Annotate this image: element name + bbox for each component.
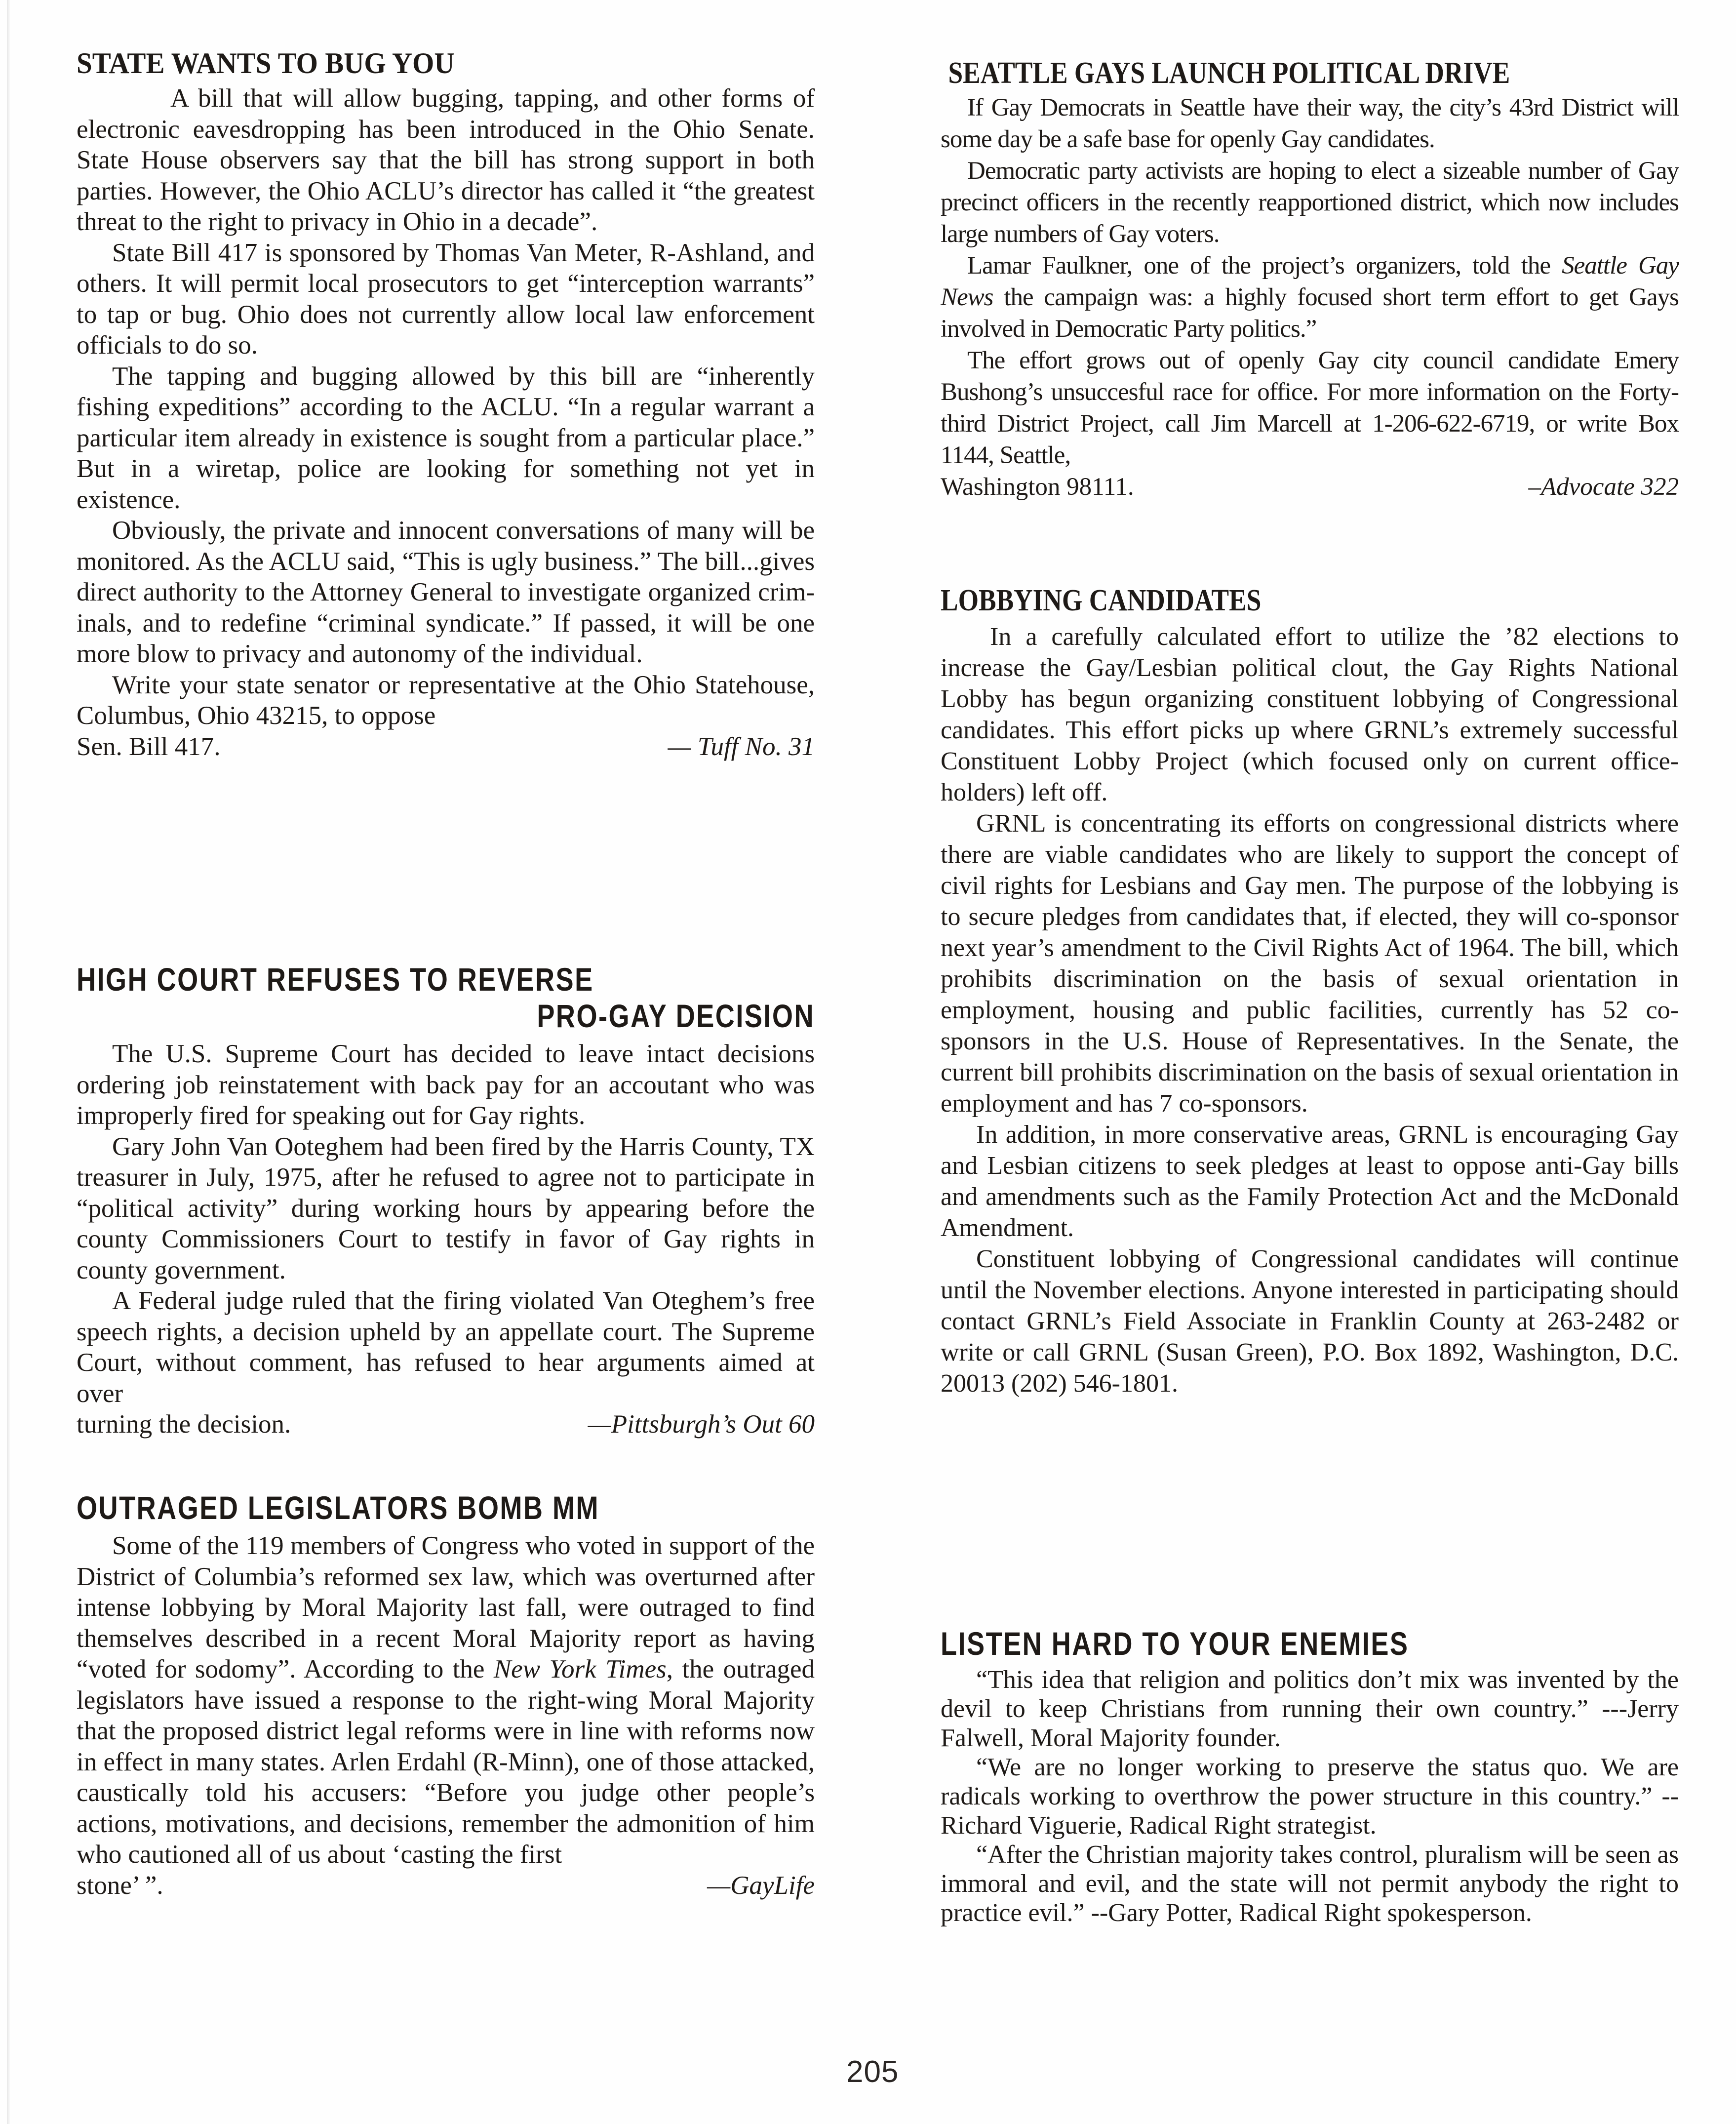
paragraph: In a carefully calculated effort to utilize the ’82 elections to increase the Gay/Lesbian political clout, the Gay Rights National Lobby has begun organizing constituent lobbying of Congressional candidates. This effort picks up where GRNL’s extremely successful Constituent Lobby Project (which focused only on current office-holders) left off. xyxy=(941,623,1679,806)
paragraph: If Gay Democrats in Seattle have their way, the city’s 43rd District will some day be a safe base for openly Gay candidates. xyxy=(941,94,1679,153)
paragraph: A bill that will allow bugging, tapping, and other forms of electronic eavesdropping has been introduced in the Ohio Senate. State House observers say that the bill has strong support in both parties. However, the Ohio ACLU’s director has called it “the greatest threat to the right to privacy in Ohio in a decade”. xyxy=(77,84,815,236)
source-credit: —Pittsburgh’s Out 60 xyxy=(588,1410,815,1439)
paragraph: In addition, in more conservative areas, GRNL is encouraging Gay and Lesbian citizens to seek pledges at least to oppose anti-Gay bills and amendments such as the Family Protection Act and the McDonald Amendment. xyxy=(941,1121,1679,1242)
paragraph: Write your state senator or representative at the Ohio Statehouse, Columbus, Ohio 43215, to oppose xyxy=(77,670,815,730)
quote-paragraph: “This idea that religion and politics don’t mix was invented by the devil to keep Christians from running their own country.” ---Jerry Falwell, Moral Majority founder. xyxy=(941,1666,1679,1752)
headline: SEATTLE GAYS LAUNCH POLITICAL DRIVE xyxy=(948,56,1510,90)
quote-paragraph: “We are no longer working to preserve the status quo. We are radicals working to overthrow the power structure in this country.” --Richard Viguerie, Radical Right strategist. xyxy=(941,1753,1679,1840)
headline: LOBBYING CANDIDATES xyxy=(941,584,1262,617)
paragraph: The effort grows out of openly Gay city council candidate Emery Bushong’s unsuccesful race for office. For more information on the Forty-third District Project, call Jim Marcell at 1-206-622-6719, or write Box 1144, Seattle, xyxy=(941,347,1679,469)
paragraph-text: , the outraged legislators have issued a response to the right-wing Moral Majority that the proposed district legal reforms were in line with reforms now in effect in many states. Arlen Erdahl (R-Minn), one of those attacked, caustically told his accusers: “Before you judge other people’s actions, motivations, and decisions, remember the admonition of him who cautioned all of us about ‘casting the first xyxy=(77,1655,815,1869)
page-number: 205 xyxy=(846,2055,899,2089)
paragraph-text: Lamar Faulkner, one of the project’s organizers, told the xyxy=(967,252,1562,280)
paragraph: Constituent lobbying of Congressional candidates will continue until the November elections. Anyone interested in participating should contact GRNL’s Field Associate in Franklin County at 263-2482 or write or call GRNL (Susan Green), P.O. Box 1892, Washington, D.C. 20013 (202) 546-1801. xyxy=(941,1245,1679,1398)
article-high-court xyxy=(77,961,815,1440)
headline-line-1: HIGH COURT REFUSES TO REVERSE xyxy=(77,961,594,998)
paragraph-last-line: Sen. Bill 417. xyxy=(77,732,221,761)
paragraph xyxy=(941,250,1679,345)
paragraph: A Federal judge ruled that the firing violated Van Oteghem’s free speech rights, a decision upheld by an appellate court. The Supreme Court, without comment, has refused to hear arguments aimed at over xyxy=(77,1286,815,1408)
paragraph: Democratic party activists are hoping to elect a sizeable number of Gay precinct officers in the recently reapportioned district, which now includes large numbers of Gay voters. xyxy=(941,157,1679,248)
paragraph: Gary John Van Ooteghem had been fired by the Harris County, TX treasurer in July, 1975, after he refused to agree not to participate in “political activity” during working hours by appearing before the county Commissioners Court to testify in favor of Gay rights in county government. xyxy=(77,1132,815,1284)
article-seattle-gays xyxy=(941,55,1679,503)
headline-line-2: PRO-GAY DECISION xyxy=(537,998,815,1034)
paragraph xyxy=(77,1530,815,1870)
byline-row xyxy=(77,1870,815,1901)
paragraph-text: the campaign was: a highly focused short term effort to get Gays involved in Democratic Party politics.” xyxy=(941,283,1679,343)
paragraph-last-line: turning the decision. xyxy=(77,1410,291,1439)
publication-title: Seattle Gay News xyxy=(941,252,1679,311)
source-credit: –Advocate 322 xyxy=(1528,473,1679,501)
paragraph: Obviously, the private and innocent conversations of many will be monitored. As the ACLU said, “This is ugly business.” The bill...gives direct authority to the Attorney General to investigate organized criminals, and to redefine “criminal syndicate.” If passed, it will be one more blow to privacy and autonomy of the individual. xyxy=(77,516,815,668)
headline: OUTRAGED LEGISLATORS BOMB MM xyxy=(77,1489,600,1526)
article-state-wants-to-bug-you xyxy=(77,45,815,762)
byline-row xyxy=(77,1409,815,1440)
article-listen-hard xyxy=(941,1625,1679,1927)
paragraph: GRNL is concentrating its efforts on congressional districts where there are viable candidates who are likely to support the concept of civil rights for Lesbians and Gay men. The purpose of the lobbying is to secure pledges from candidates that, if elected, they will co-sponsor next year’s amendment to the Civil Rights Act of 1964. The bill, which prohibits discrimination on the basis of sexual orientation in employment, housing and public facilities, currently has 52 co-sponsors in the U.S. House of Representatives. In the Senate, the current bill prohibits discrimination on the basis of sexual orientation in employment and has 7 co-sponsors. xyxy=(941,809,1679,1118)
article-lobbying-candidates xyxy=(941,583,1679,1399)
source-credit: — Tuff No. 31 xyxy=(668,732,815,761)
byline-row xyxy=(77,731,815,762)
paragraph: The U.S. Supreme Court has decided to leave intact decisions ordering job reinstatement with back pay for an accoutant who was improperly fired for speaking out for Gay rights. xyxy=(77,1040,815,1130)
headline: STATE WANTS TO BUG YOU xyxy=(77,47,455,80)
paragraph-text: Some of the 119 members of Congress who voted in support of the District of Columbia’s reformed sex law, which was overturned after intense lobbying by Moral Majority last fall, were outraged to find themselves described in a recent Moral Majority report as having “voted for sodomy”. According to the xyxy=(77,1531,815,1683)
paragraph-last-line: Washington 98111. xyxy=(941,473,1134,501)
paragraph: The tapping and bugging allowed by this bill are “inherently fishing expeditions” according to the ACLU. “In a regular warrant a particular item already in existence is sought from a particular place.” But in a wiretap, police are looking for something not yet in existence. xyxy=(77,361,815,514)
paragraph-last-line: stone’ ”. xyxy=(77,1871,163,1900)
publication-title: New York Times xyxy=(493,1655,667,1683)
quote-paragraph: “After the Christian majority takes control, pluralism will be seen as immoral and evil, and the state will not permit anybody the right to practice evil.” --Gary Potter, Radical Right spokesperson. xyxy=(941,1841,1679,1927)
source-credit: —GayLife xyxy=(707,1871,815,1900)
paragraph: State Bill 417 is sponsored by Thomas Van Meter, R-Ashland, and others. It will permit local prosecutors to get “interception warrants” to tap or bug. Ohio does not currently allow local law enforcement officials to do so. xyxy=(77,238,815,360)
article-outraged-legislators xyxy=(77,1489,815,1901)
headline: LISTEN HARD TO YOUR ENEMIES xyxy=(941,1625,1409,1662)
page-edge-shadow xyxy=(7,0,10,2124)
byline-row xyxy=(941,471,1679,503)
